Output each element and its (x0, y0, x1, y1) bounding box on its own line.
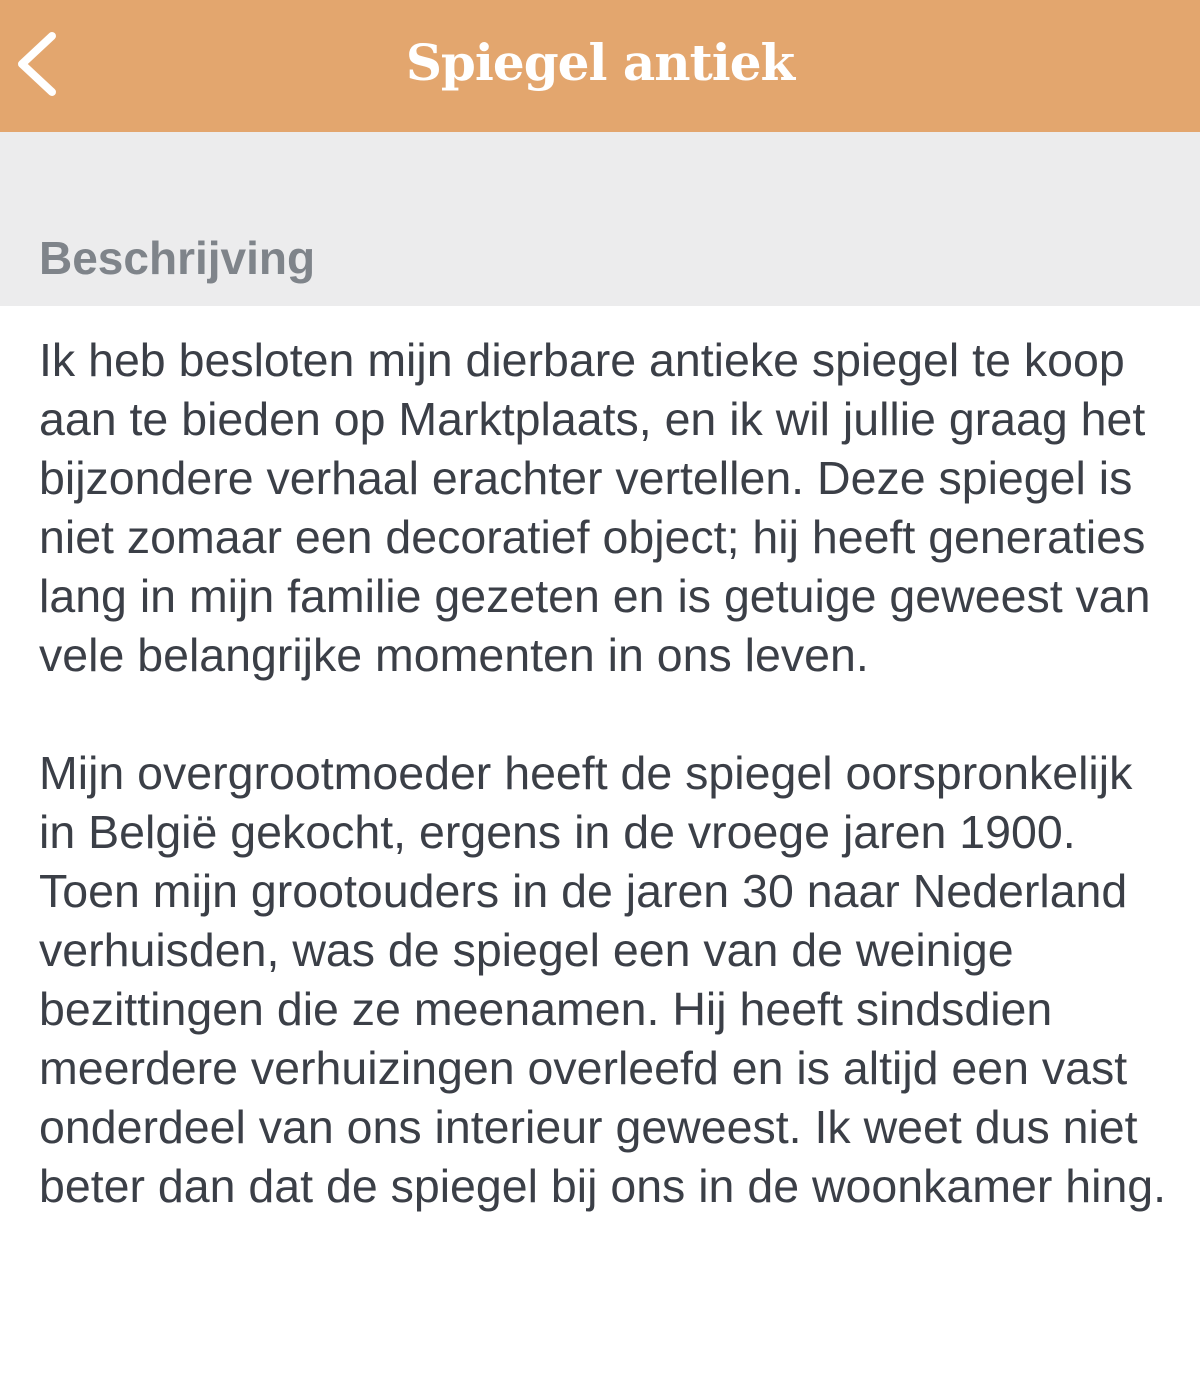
page-title: Spiegel antiek (405, 33, 795, 92)
description-paragraph: Ik heb besloten mijn dierbare antieke spiegel te koop aan te bieden op Marktplaats, en ik wil jullie graag het bijzondere verhaal erachter vertellen. Deze spiegel is niet zomaar een decoratief object; hij heeft generaties lang in mijn familie gezeten en is getuige geweest van vele belangrijke momenten in ons leven. (39, 334, 1151, 681)
top-app-bar (0, 0, 1200, 132)
description-paragraph: Mijn overgrootmoeder heeft de spiegel oorspronkelijk in België gekocht, ergens in de vroege jaren 1900. Toen mijn grootouders in de jaren 30 naar Nederland verhuisden, was de spiegel een van de weinige bezittingen die ze meenamen. Hij heeft sindsdien meerdere verhuizingen overleefd en is altijd een vast onderdeel van ons interieur geweest. Ik weet dus niet beter dan dat de spiegel bij ons in de woonkamer hing. (39, 747, 1167, 1212)
section-label-description: Beschrijving (39, 232, 316, 284)
description-body (39, 331, 1179, 1216)
